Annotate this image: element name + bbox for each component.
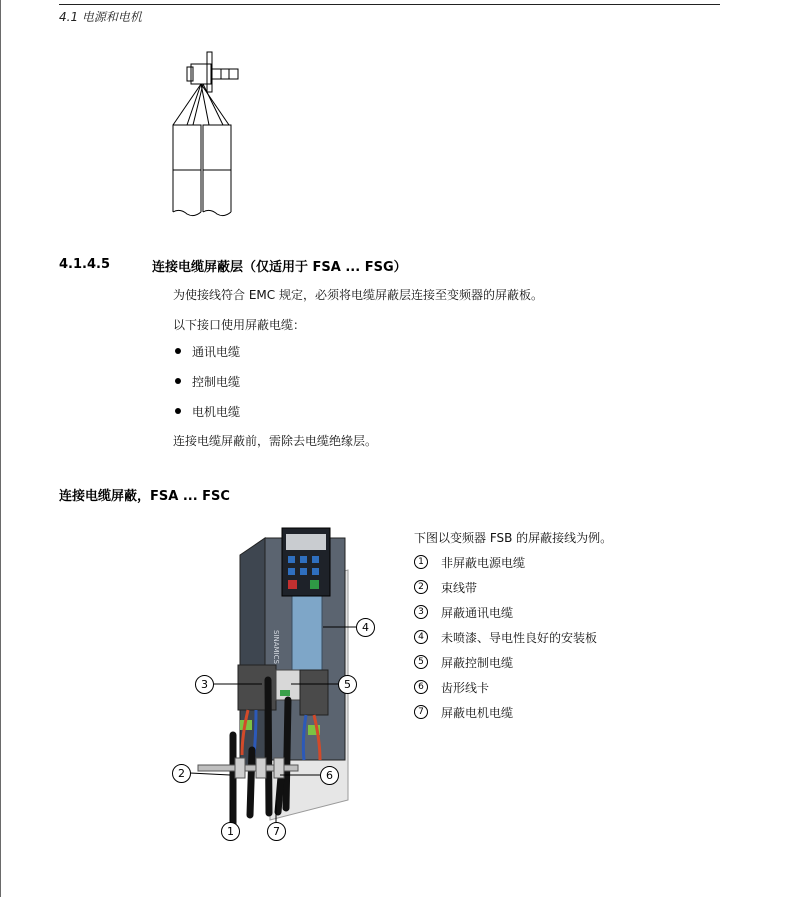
- legend-number: 2: [414, 580, 428, 594]
- legend-number: 1: [414, 555, 428, 569]
- callout-7: 7: [267, 822, 286, 841]
- callout-4: 4: [356, 618, 375, 637]
- paragraph-interfaces: 以下接口使用屏蔽电缆：: [173, 318, 306, 332]
- bullet-item: 电机电缆: [192, 405, 241, 419]
- drive-brand-label: SINAMICS: [272, 630, 280, 664]
- legend-item: 屏蔽通讯电缆: [441, 606, 514, 620]
- legend-item: 非屏蔽电源电缆: [441, 556, 526, 570]
- legend-item: 束线带: [441, 581, 478, 595]
- legend-number: 6: [414, 680, 428, 694]
- legend-intro: 下图以变频器 FSB 的屏蔽接线为例。: [414, 531, 613, 545]
- callout-2: 2: [172, 764, 191, 783]
- legend-number: 4: [414, 630, 428, 644]
- callout-6: 6: [320, 766, 339, 785]
- callout-3: 3: [195, 675, 214, 694]
- subsection-title: 连接电缆屏蔽，FSA ... FSC: [59, 489, 230, 504]
- legend-number: 7: [414, 705, 428, 719]
- legend-item: 屏蔽电机电缆: [441, 706, 514, 720]
- callout-5: 5: [338, 675, 357, 694]
- running-header: 4.1 电源和电机: [59, 10, 142, 24]
- section-number: 4.1.4.5: [59, 257, 110, 272]
- paragraph-emc: 为使接线符合 EMC 规定，必须将电缆屏蔽层连接至变频器的屏蔽板。: [173, 288, 543, 302]
- section-title: 连接电缆屏蔽层（仅适用于 FSA ... FSG）: [152, 260, 407, 275]
- paragraph-strip-insulation: 连接电缆屏蔽前，需除去电缆绝缘层。: [173, 434, 378, 448]
- legend-number: 3: [414, 605, 428, 619]
- callout-1: 1: [221, 822, 240, 841]
- legend-item: 屏蔽控制电缆: [441, 656, 514, 670]
- legend-item: 齿形线卡: [441, 681, 490, 695]
- bullet-item: 控制电缆: [192, 375, 241, 389]
- legend-item: 未喷漆、导电性良好的安装板: [441, 631, 598, 645]
- legend-number: 5: [414, 655, 428, 669]
- bullet-item: 通讯电缆: [192, 345, 241, 359]
